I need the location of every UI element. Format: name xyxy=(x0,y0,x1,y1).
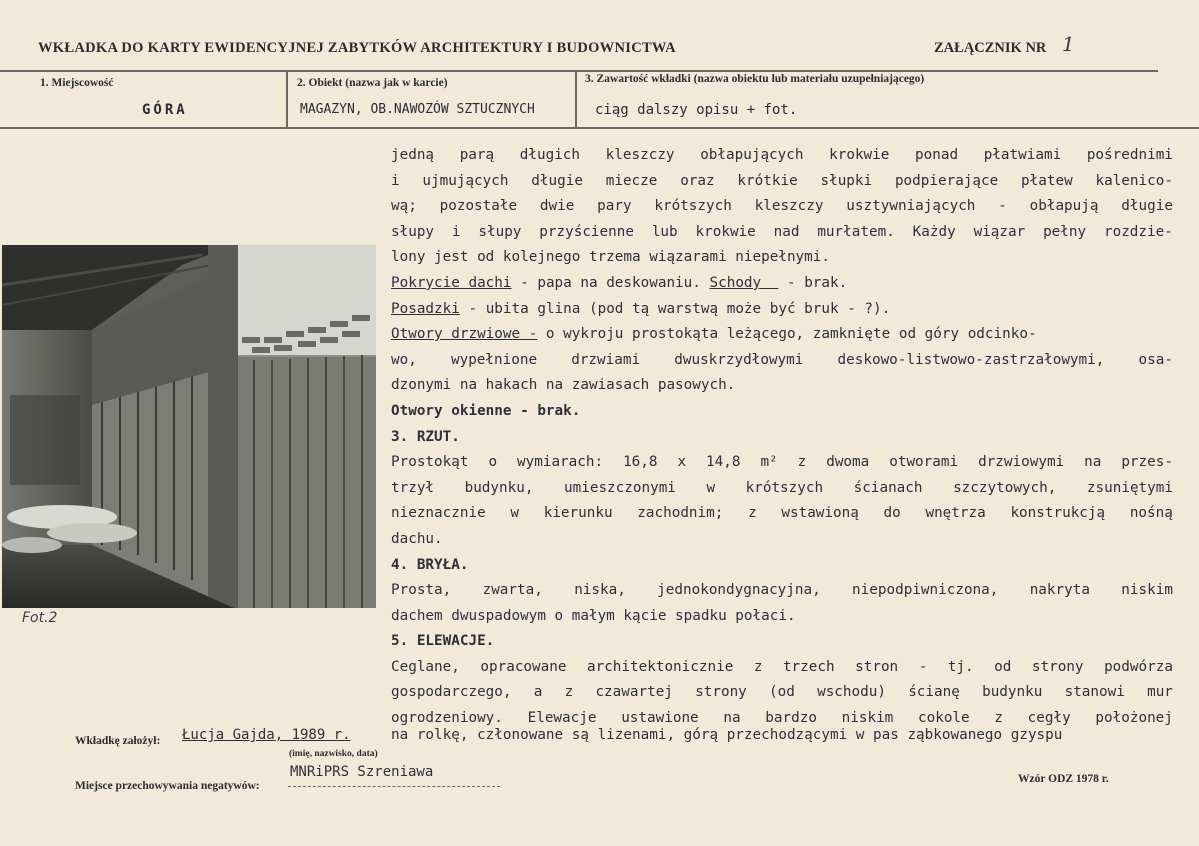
word: długich xyxy=(519,147,581,163)
word: jednokondygnacyjna, xyxy=(657,582,821,599)
word: pełny xyxy=(1043,223,1087,240)
doors-value: o wykroju prostokąta leżącego, zamknięte od góry odcinko- xyxy=(537,326,1037,343)
text-line xyxy=(391,194,1173,220)
word: Ceglane, xyxy=(391,658,460,675)
word: konstrukcją xyxy=(1010,505,1106,522)
content-label: 3. Zawartość wkładki (nazwa obiektu lub materiału uzupełniającego) xyxy=(585,73,925,85)
word: pośrednimi xyxy=(1086,147,1173,163)
word: ścianę xyxy=(908,684,960,701)
stairs-label: Schody xyxy=(709,274,779,291)
word: z xyxy=(564,684,574,701)
word: stron xyxy=(855,658,899,675)
word: x xyxy=(677,454,687,471)
word: ustawione xyxy=(621,710,699,727)
word: kleszczy xyxy=(754,198,824,215)
text-line xyxy=(391,680,1173,706)
description-text xyxy=(391,143,1173,732)
column-divider-1 xyxy=(286,72,288,127)
interior-photo-image xyxy=(2,245,376,608)
word: trzył xyxy=(391,479,435,496)
word: dwuskrzydłowymi xyxy=(674,351,804,368)
word: ponad xyxy=(915,147,959,163)
annex-label: ZAŁĄCZNIK NR xyxy=(934,40,1047,56)
word: - xyxy=(918,658,928,675)
word: trzech xyxy=(782,658,835,675)
last-text-line: na rolkę, członowane są lizenami, górą przechodzącymi w pas ząbkowanego gzyspu xyxy=(391,727,1063,743)
word: nakryta xyxy=(1029,582,1090,599)
word: kierunku xyxy=(543,505,613,522)
word: ścianach xyxy=(853,479,923,496)
text-line xyxy=(391,143,1173,169)
word: niskim xyxy=(841,710,894,727)
word: płatew xyxy=(1021,172,1073,189)
word: 16,8 xyxy=(623,454,658,471)
text-line xyxy=(391,169,1173,195)
word: dwoma xyxy=(826,454,870,471)
word: pary xyxy=(597,198,632,215)
word: osa- xyxy=(1138,351,1173,368)
word: nośną xyxy=(1129,505,1173,522)
text-line xyxy=(391,348,1173,374)
word: wymiarach: xyxy=(517,454,604,471)
content-value: ciąg dalszy opisu + fot. xyxy=(595,102,798,118)
text-line xyxy=(391,450,1173,476)
word: z xyxy=(994,710,1003,727)
word: wypełnione xyxy=(450,351,538,368)
word: (od xyxy=(769,684,795,701)
word: budynku xyxy=(982,684,1043,701)
floor-value: - ubita glina (pod tą warstwą może być bruk - ?). xyxy=(459,300,891,317)
storage-value: MNRiPRS Szreniawa xyxy=(290,764,434,780)
word: strony xyxy=(695,684,747,701)
word: lub xyxy=(651,223,678,240)
word: z xyxy=(753,658,763,675)
object-label: 2. Obiekt (nazwa jak w karcie) xyxy=(297,77,448,89)
word: wstawioną xyxy=(781,505,859,522)
text-line xyxy=(391,578,1173,604)
word: nieznacznie xyxy=(391,505,486,522)
word: cokole xyxy=(918,710,970,727)
word: i xyxy=(391,172,400,189)
word: słupy xyxy=(391,223,435,240)
doors-line xyxy=(391,322,1173,348)
word: parą xyxy=(459,147,495,163)
word: obłapują xyxy=(1029,198,1099,215)
form-title: WKŁADKA DO KARTY EWIDENCYJNEJ ZABYTKÓW ARCHITEKTURY I BUDOWNICTWA xyxy=(38,40,676,56)
stairs-value: - brak. xyxy=(778,274,848,291)
word: wiązar xyxy=(973,223,1026,240)
word: miecze xyxy=(605,172,658,189)
word: położonej xyxy=(1095,710,1173,727)
floor-line xyxy=(391,297,1173,323)
word: strony xyxy=(1031,658,1084,675)
word: w xyxy=(510,505,519,522)
word: zachodnim; xyxy=(637,505,724,522)
word: niskim xyxy=(1121,582,1173,599)
template-label: Wzór ODZ 1978 r. xyxy=(1018,773,1109,785)
text-line: lony jest od kolejnego trzema wiązarami niepełnymi. xyxy=(391,249,830,266)
section-heading: 4. BRYŁA. xyxy=(391,556,469,573)
word: drzwiowymi xyxy=(978,454,1065,471)
word: Prosta, xyxy=(391,582,452,599)
word: słupki xyxy=(820,172,873,189)
word: czawartej xyxy=(595,684,673,701)
word: tj. xyxy=(947,658,974,675)
word: z xyxy=(748,505,757,522)
text-line: dachu. xyxy=(391,530,443,547)
word: pozostałe xyxy=(439,198,518,215)
word: krótszych xyxy=(745,479,824,496)
roof-label: Pokrycie dachi xyxy=(391,274,512,291)
word: o xyxy=(488,454,498,471)
word: gospodarczego, xyxy=(391,684,512,701)
storage-label: Miejsce przechowywania negatywów: xyxy=(75,780,260,792)
header-top-rule xyxy=(0,70,1158,72)
text-line: dzonymi na hakach na zawiasach pasowych. xyxy=(391,377,736,394)
roof-value: - papa na deskowaniu. xyxy=(511,274,710,291)
column-divider-2 xyxy=(575,72,577,127)
text-line xyxy=(391,476,1173,502)
photo-caption: Fot.2 xyxy=(22,610,58,626)
storage-dotted-line xyxy=(288,786,500,787)
word: m² xyxy=(760,454,778,471)
word: a xyxy=(533,684,543,701)
word: - xyxy=(998,198,1007,215)
word: w xyxy=(706,479,716,496)
word: bardzo xyxy=(765,710,817,727)
annex-number: 1 xyxy=(1062,32,1075,56)
word: deskowo-listwowo-zastrzałowymi, xyxy=(837,351,1105,368)
text-line xyxy=(391,655,1173,681)
word: ujmujących xyxy=(422,172,509,189)
word: płatwiami xyxy=(983,147,1062,163)
word: długie xyxy=(1121,198,1173,215)
roof-line xyxy=(391,271,1173,297)
word: wą; xyxy=(391,198,417,215)
section-heading: 5. ELEWACJE. xyxy=(391,633,495,650)
word: wnętrza xyxy=(925,505,986,522)
word: oraz xyxy=(680,172,715,189)
word: jedną xyxy=(391,147,435,163)
word: 14,8 xyxy=(706,454,741,471)
word: dwie xyxy=(539,198,575,215)
object-value: MAGAZYN, OB.NAWOZÓW SZTUCZNYCH xyxy=(300,102,535,117)
author-label: Wkładkę założył: xyxy=(75,735,161,747)
word: wo, xyxy=(391,351,417,368)
locality-value: GÓRA xyxy=(142,102,188,118)
doors-label: Otwory drzwiowe - xyxy=(391,326,538,343)
floor-label: Posadzki xyxy=(391,300,460,317)
text-line xyxy=(391,220,1173,246)
word: stanowi xyxy=(1064,684,1125,701)
text-line: dachem dwuspadowym o małym kącie spadku połaci. xyxy=(391,607,796,624)
word: Elewacje xyxy=(527,710,597,727)
word: Prostokąt xyxy=(391,454,469,471)
word: usztywniających xyxy=(846,198,976,215)
word: szczytowych, xyxy=(953,479,1057,496)
word: Każdy xyxy=(912,223,956,240)
word: zwarta, xyxy=(482,582,543,599)
word: od xyxy=(994,658,1012,675)
word: cegły xyxy=(1027,710,1071,727)
word: mur xyxy=(1147,684,1173,701)
word: i xyxy=(451,223,461,240)
locality-label: 1. Miejscowość xyxy=(40,77,114,89)
word: nad xyxy=(773,223,800,240)
word: do xyxy=(883,505,901,522)
word: słupy xyxy=(478,223,522,240)
word: obłapujących xyxy=(700,147,804,163)
word: długie xyxy=(531,172,583,189)
author-value: Łucja Gajda, 1989 r. xyxy=(182,727,351,743)
section-heading: 3. RZUT. xyxy=(391,428,460,445)
word: kleszczy xyxy=(605,147,675,163)
word: z xyxy=(797,454,807,471)
word: budynku, xyxy=(464,479,534,496)
word: krótkie xyxy=(737,172,798,189)
word: murłatem. xyxy=(817,223,895,240)
word: podpierające xyxy=(894,172,999,189)
word: opracowane xyxy=(480,658,567,675)
word: krokwie xyxy=(695,223,756,240)
word: krokwie xyxy=(829,147,890,163)
word: otworami xyxy=(889,454,959,471)
word: rozdzie- xyxy=(1103,223,1173,240)
word: niska, xyxy=(574,582,626,599)
word: niepodpiwniczona, xyxy=(852,582,999,599)
word: ogrodzeniowy. xyxy=(391,710,503,727)
interior-photo xyxy=(2,245,376,608)
word: kalenico- xyxy=(1095,172,1173,189)
word: podwórza xyxy=(1104,658,1173,675)
text-line xyxy=(391,501,1173,527)
word: architektonicznie xyxy=(586,658,734,675)
windows-line: Otwory okienne - brak. xyxy=(391,402,581,419)
word: wschodu) xyxy=(817,684,886,701)
word: umieszczonymi xyxy=(564,479,676,496)
word: na xyxy=(1084,454,1102,471)
word: zsuniętymi xyxy=(1086,479,1173,496)
word: przyścienne xyxy=(539,223,634,240)
word: przes- xyxy=(1121,454,1173,471)
header-bottom-rule xyxy=(0,127,1199,129)
word: drzwiami xyxy=(571,351,641,368)
word: na xyxy=(723,710,741,727)
word: krótszych xyxy=(654,198,732,215)
author-hint: (imię, nazwisko, data) xyxy=(289,749,378,759)
